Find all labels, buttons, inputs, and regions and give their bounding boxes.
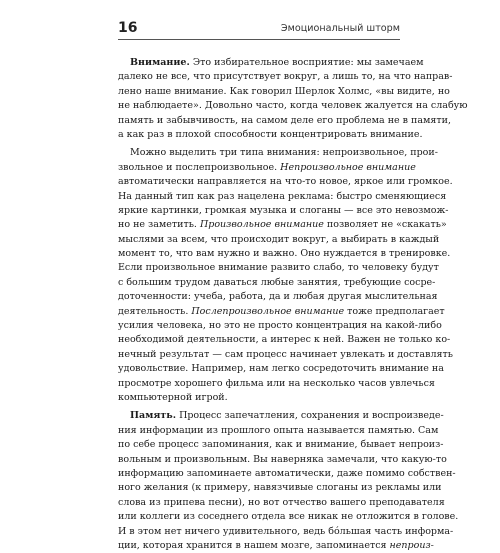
text-line: ния информации из прошлого опыта называется памятью. Сам <box>118 424 439 436</box>
text-line: по себе процесс запоминания, как и внимание, бывает непроиз- <box>118 439 444 451</box>
text-line: доточенности: учеба, работа, да и любая другая мыслительная <box>118 291 438 303</box>
italic-term: Непроизвольное внимание <box>280 161 416 173</box>
paragraph <box>118 409 459 553</box>
text-line: автоматически направляется на что-то новое, яркое или громкое. <box>118 176 453 188</box>
running-title: Эмоциональный шторм <box>280 23 400 34</box>
text-line: нечный результат — сам процесс начинает увлекать и доставлять <box>118 348 453 360</box>
text-line: вольным и произвольным. Вы наверняка замечали, что какую-то <box>118 453 447 465</box>
paragraph-lead: Память. <box>130 410 177 422</box>
text-line: яркие картинки, громкая музыка и слоганы — все это невозмож- <box>118 204 449 216</box>
header-rule <box>118 39 400 40</box>
text-line: ного желания (к примеру, навязчивые слоганы из рекламы или <box>118 482 442 494</box>
text-line: память и забывчивость, на самом деле его проблема не в памяти, <box>118 114 452 126</box>
italic-term: Произвольное внимание <box>199 219 324 231</box>
text-line: просмотре хорошего фильма или на несколько часов увлечься <box>118 377 435 389</box>
text-line: Если произвольное внимание развито слабо, то человеку будут <box>118 262 439 274</box>
text-line: удовольствие. Например, нам легко сосредоточить внимание на <box>118 363 444 375</box>
body-text <box>118 56 468 553</box>
text-line: звольное и послепроизвольное. Непроизвольное внимание <box>118 161 416 173</box>
text-line: далеко не все, что присутствует вокруг, а лишь то, на что направ- <box>118 71 453 83</box>
italic-term: Послепроизвольное внимание <box>191 305 345 317</box>
text-line: необходимой деятельности, а интерес к ней. Важен не только ко- <box>118 334 451 346</box>
text-line: не наблюдаете». Довольно часто, когда человек жалуется на слабую <box>118 100 468 112</box>
text-line: информацию запоминаете автоматически, даже помимо собствен- <box>118 467 456 479</box>
text-line: На данный тип как раз нацелена реклама: быстро сменяющиеся <box>118 190 447 202</box>
page-number: 16 <box>118 20 138 36</box>
text-line: лено наше внимание. Как говорил Шерлок Холмс, «вы видите, но <box>118 85 450 97</box>
text-line: Память. Процесс запечатления, сохранения и воспроизведе- <box>130 410 444 422</box>
text-line: но не заметить. Произвольное внимание позволяет не «скакать» <box>118 219 447 231</box>
text-line: Можно выделить три типа внимания: непроизвольное, прои- <box>130 147 438 159</box>
text-line: ции, которая хранится в нашем мозге, запоминается непроиз- <box>118 539 434 551</box>
text-line: слова из припева песни), но вот отчество вашего преподавателя <box>118 496 445 508</box>
text-line: момент то, что вам нужно и важно. Оно нуждается в тренировке. <box>118 248 451 260</box>
text-line: усилия человека, но это не просто концентрация на какой-либо <box>118 320 442 332</box>
paragraph <box>118 146 453 405</box>
text-line: компьютерной игрой. <box>118 391 228 403</box>
text-line: или коллеги из соседнего отдела все никак не отложится в голове. <box>118 511 459 523</box>
text-line: с большим трудом даваться любые занятия, требующие сосре- <box>118 276 436 288</box>
paragraph-lead: Внимание. <box>130 57 190 68</box>
text-line: мыслями за всем, что происходит вокруг, а выбирать в каждый <box>118 233 440 245</box>
italic-term: непроиз- <box>389 539 434 551</box>
text-line: а как раз в плохой способности концентрировать внимание. <box>118 128 423 140</box>
text-line: деятельность. Послепроизвольное внимание тоже предполагает <box>118 305 445 317</box>
page-header <box>118 18 400 40</box>
text-line: Внимание. Это избирательное восприятие: мы замечаем <box>130 57 424 68</box>
paragraph <box>118 56 468 142</box>
text-line: И в этом нет ничего удивительного, ведь бóльшая часть информа- <box>118 525 454 537</box>
